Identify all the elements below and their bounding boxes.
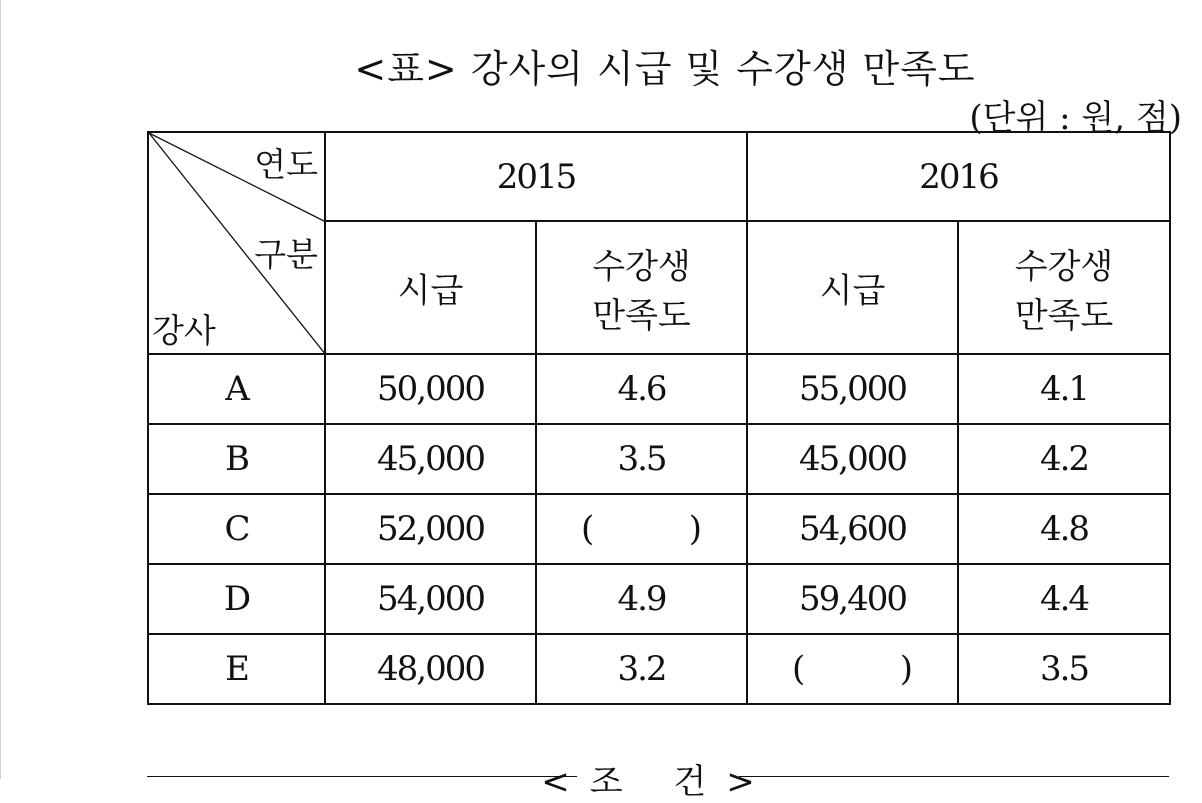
corner-header-cell [148, 132, 325, 354]
subheader-wage-2015 [325, 221, 536, 354]
wage-2016: 59,400 [747, 564, 958, 634]
subheader-satisfaction-2015 [536, 221, 747, 354]
satisfaction-2015: 3.5 [536, 424, 747, 494]
subheader-line: 시급 [819, 271, 886, 311]
table-row [148, 424, 1170, 494]
satisfaction-2016: 4.8 [958, 494, 1170, 564]
instructor-name: E [148, 634, 325, 704]
instructor-name: B [148, 424, 325, 494]
satisfaction-2016: 4.1 [958, 354, 1170, 424]
wage-2016-blank [747, 634, 958, 704]
instructor-name: D [148, 564, 325, 634]
year-header-2016: 2016 [747, 132, 1170, 221]
unit-label: (단위 : 원, 점) [969, 98, 1182, 138]
blank-close-paren: ) [899, 649, 913, 689]
satisfaction-2016: 4.2 [958, 424, 1170, 494]
corner-category-label: 구분 [254, 235, 318, 274]
corner-year-label: 연도 [254, 145, 318, 184]
table-row [148, 354, 1170, 424]
conditions-title: <조 건> [541, 762, 775, 802]
conditions-header [147, 760, 1169, 802]
wage-2016: 45,000 [747, 424, 958, 494]
subheader-line: 만족도 [1014, 295, 1114, 336]
page-left-rule [0, 0, 1, 779]
satisfaction-2015-blank [536, 494, 747, 564]
subheader-satisfaction-2016 [958, 221, 1170, 354]
table-title: <표> 강사의 시급 및 수강생 만족도 [354, 47, 976, 91]
table-row [148, 564, 1170, 634]
instructor-name: C [148, 494, 325, 564]
blank-open-paren: ( [792, 649, 806, 689]
wage-2015: 50,000 [325, 354, 536, 424]
wage-2015: 45,000 [325, 424, 536, 494]
satisfaction-2015: 4.6 [536, 354, 747, 424]
subheader-line: 수강생 [592, 246, 691, 287]
subheader-line: 만족도 [592, 295, 691, 336]
blank-parentheses [748, 649, 957, 689]
data-table [147, 131, 1171, 705]
year-header-2015: 2015 [325, 132, 747, 221]
wage-2015: 54,000 [325, 564, 536, 634]
subheader-line: 수강생 [1014, 246, 1114, 287]
corner-instructor-label: 강사 [152, 311, 216, 350]
wage-2016: 54,600 [747, 494, 958, 564]
satisfaction-2015: 4.9 [536, 564, 747, 634]
satisfaction-2016: 4.4 [958, 564, 1170, 634]
instructor-name: A [148, 354, 325, 424]
wage-2016: 55,000 [747, 354, 958, 424]
satisfaction-2016: 3.5 [958, 634, 1170, 704]
wage-2015: 52,000 [325, 494, 536, 564]
table-row [148, 494, 1170, 564]
table-row [148, 634, 1170, 704]
blank-parentheses [537, 509, 746, 549]
satisfaction-2015: 3.2 [536, 634, 747, 704]
wage-2015: 48,000 [325, 634, 536, 704]
subheader-wage-2016 [747, 221, 958, 354]
subheader-line: 시급 [397, 271, 464, 311]
blank-close-paren: ) [688, 509, 702, 549]
blank-open-paren: ( [581, 509, 595, 549]
